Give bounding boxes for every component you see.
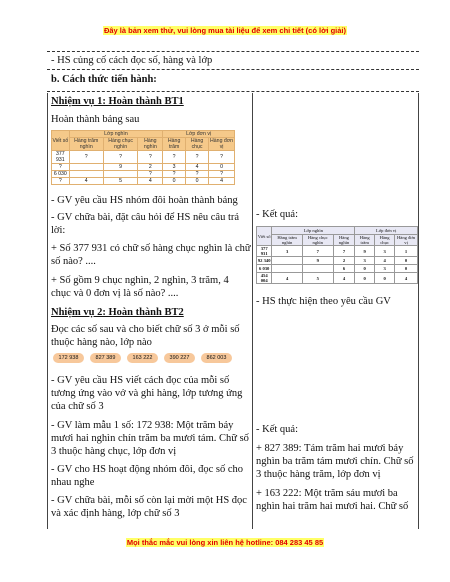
- task2-line: - GV làm mẫu 1 số: 172 938: Một trăm bảy mươi hai nghìn chín trăm ba mươi tám. Chữ số 3 thuộc hàng chục, lớp đơn vị: [51, 420, 249, 457]
- table-cell: 4: [333, 273, 355, 284]
- table-row: [52, 151, 235, 164]
- divider: [47, 51, 419, 52]
- task1-subtitle: Hoàn thành bảng sau: [51, 114, 140, 125]
- table-border-left: [47, 93, 48, 529]
- table-cell: [272, 257, 303, 265]
- col-header: Hàng chục: [375, 235, 395, 246]
- table-cell: 5: [103, 178, 138, 185]
- table-cell: 1: [395, 246, 418, 257]
- table-row: [257, 257, 418, 265]
- section-heading: b. Cách thức tiến hành:: [51, 74, 157, 85]
- table-row: [52, 164, 235, 171]
- result-line: + 163 222: Một trăm sáu mươi ba nghìn hai trăm hai mươi hai. Chữ số: [256, 488, 409, 512]
- table-cell: ?: [163, 151, 186, 164]
- table-cell: 9: [355, 246, 375, 257]
- table-cell: 377 931: [257, 246, 272, 257]
- table-cell: 92 340: [257, 258, 271, 263]
- task1-line: + Số gồm 9 chục nghìn, 2 nghìn, 3 trăm, 4 chục và 0 đơn vị là số nào? ....: [51, 275, 229, 299]
- col-header: Hàng trăm: [355, 235, 375, 246]
- table-cell: 3: [163, 164, 186, 171]
- table-cell: 2: [138, 164, 163, 171]
- table-cell: 9: [302, 257, 333, 265]
- table-row: [257, 273, 418, 284]
- table-cell: 377 931: [52, 151, 70, 164]
- table-cell: 0: [355, 273, 375, 284]
- table-cell: 2: [333, 257, 355, 265]
- table-row: [52, 178, 235, 185]
- table-cell: [302, 265, 333, 273]
- table-border-right: [418, 93, 419, 529]
- result-line: + 827 389: Tám trăm hai mươi bảy nghìn ba trăm tám mươi chín. Chữ số 3 thuộc hàng trăm, lớp đơn vị: [256, 443, 414, 480]
- table-cell: 4: [138, 178, 163, 185]
- table-cell: ?: [69, 151, 103, 164]
- task2-line: - GV chữa bài, mỗi số còn lại mời một HS đọc và xác định hàng, lớp chữ số 3: [51, 495, 247, 519]
- col-header: Hàng trăm nghìn: [69, 138, 103, 151]
- col-header: Hàng nghìn: [333, 235, 355, 246]
- hs-line: - HS thực hiện theo yêu cầu GV: [256, 296, 391, 307]
- result-label: - Kết quả:: [256, 209, 298, 220]
- col-header: Viết số: [52, 131, 70, 151]
- table-row: [257, 246, 418, 257]
- table-cell: [103, 171, 138, 178]
- divider: [47, 91, 419, 92]
- col-header: Hàng trăm nghìn: [272, 235, 303, 246]
- group-header: Lớp đơn vị: [163, 131, 235, 138]
- table-cell: ?: [103, 151, 138, 164]
- number-chip: 390 227: [164, 353, 195, 363]
- table-cell: ?: [185, 151, 208, 164]
- group-header: Lớp nghìn: [272, 227, 355, 235]
- table-cell: 6 030: [257, 265, 272, 273]
- table-cell: 0: [395, 265, 418, 273]
- table-cell: 6 030: [52, 171, 70, 178]
- task1-line: + Số 377 931 có chữ số hàng chục nghìn là chữ số nào? ....: [51, 243, 251, 267]
- task1-line: - GV yêu cầu HS nhóm đôi hoàn thành bảng: [51, 195, 238, 206]
- table-cell: 0: [209, 164, 235, 171]
- table-cell: ?: [185, 171, 208, 178]
- table-cell: 4: [395, 273, 418, 284]
- group-header: Lớp nghìn: [69, 131, 163, 138]
- col-header: Hàng trăm: [163, 138, 186, 151]
- task2-subtitle: Đọc các số sau và cho biết chữ số 3 ở mỗi số thuộc hàng nào, lớp nào: [51, 324, 240, 348]
- task1-title: Nhiệm vụ 1: Hoàn thành BT1: [51, 96, 184, 107]
- table-cell: ?: [209, 151, 235, 164]
- bottom-banner: Mọi thắc mắc vui lòng xin liên hệ hotline: 084 283 45 85: [0, 538, 450, 547]
- table-cell: [69, 164, 103, 171]
- exercise-table-body: [52, 151, 235, 185]
- table-cell: ?: [163, 171, 186, 178]
- col-header: Hàng chục nghìn: [103, 138, 138, 151]
- table-row: [257, 265, 418, 273]
- table-cell: 4: [272, 273, 303, 284]
- table-cell: 0: [355, 265, 375, 273]
- task1-line: - GV chữa bài, đặt câu hỏi để HS nêu câu trả lời:: [51, 212, 240, 236]
- table-cell: 0: [185, 178, 208, 185]
- table-cell: ?: [52, 164, 70, 171]
- task2-line: - GV cho HS hoạt động nhóm đôi, đọc số cho nhau nghe: [51, 464, 243, 488]
- table-cell: 3: [355, 257, 375, 265]
- table-cell: 4: [375, 257, 395, 265]
- table-cell: [69, 171, 103, 178]
- table-cell: ?: [52, 178, 70, 185]
- col-header: Hàng chục: [185, 138, 208, 151]
- number-chip: 163 222: [127, 353, 158, 363]
- table-cell: 4: [185, 164, 208, 171]
- col-header: Hàng đơn vị: [395, 235, 418, 246]
- table-cell: 5: [302, 273, 333, 284]
- table-cell: 3: [375, 265, 395, 273]
- table-cell: ?: [138, 171, 163, 178]
- table-cell: ?: [209, 171, 235, 178]
- table-cell: 7: [333, 246, 355, 257]
- col-header: Hàng đơn vị: [210, 138, 234, 150]
- top-banner: Đây là bản xem thử, vui lòng mua tài liệu để xem chi tiết (có lời giải): [0, 26, 450, 35]
- result-label: - Kết quả:: [256, 424, 298, 435]
- table-cell: 0: [163, 178, 186, 185]
- answer-table-body: [257, 246, 418, 284]
- table-cell: 0: [395, 257, 418, 265]
- table-cell: ?: [138, 151, 163, 164]
- table-cell: 7: [302, 246, 333, 257]
- table-cell: 3: [375, 246, 395, 257]
- number-chip: 172 938: [53, 353, 84, 363]
- answer-table: [256, 226, 418, 284]
- table-cell: 0: [375, 273, 395, 284]
- task2-line: - GV yêu cầu HS viết cách đọc của mỗi số tương ứng vào vở và ghi hàng, lớp tương ứng của chữ số 3: [51, 375, 243, 412]
- table-cell: 4: [209, 178, 235, 185]
- table-row: [52, 171, 235, 178]
- lesson-page: [47, 51, 419, 529]
- table-border-mid: [252, 93, 253, 529]
- table-cell: 6: [333, 265, 355, 273]
- table-cell: 9: [103, 164, 138, 171]
- col-header: Hàng chục nghìn: [302, 235, 333, 246]
- col-header: Hàng nghìn: [138, 138, 163, 151]
- col-header: Viết số: [257, 227, 272, 246]
- intro-line: - HS củng cố cách đọc số, hàng và lớp: [51, 55, 213, 66]
- table-cell: 454 004: [257, 273, 272, 284]
- exercise-table: [51, 130, 235, 185]
- task2-title: Nhiệm vụ 2: Hoàn thành BT2: [51, 307, 184, 318]
- table-cell: 3: [272, 246, 303, 257]
- table-cell: 4: [69, 178, 103, 185]
- number-chip: 862 003: [201, 353, 232, 363]
- table-cell: [272, 265, 303, 273]
- group-header: Lớp đơn vị: [355, 227, 418, 235]
- number-chip: 827 389: [90, 353, 121, 363]
- divider: [47, 69, 419, 70]
